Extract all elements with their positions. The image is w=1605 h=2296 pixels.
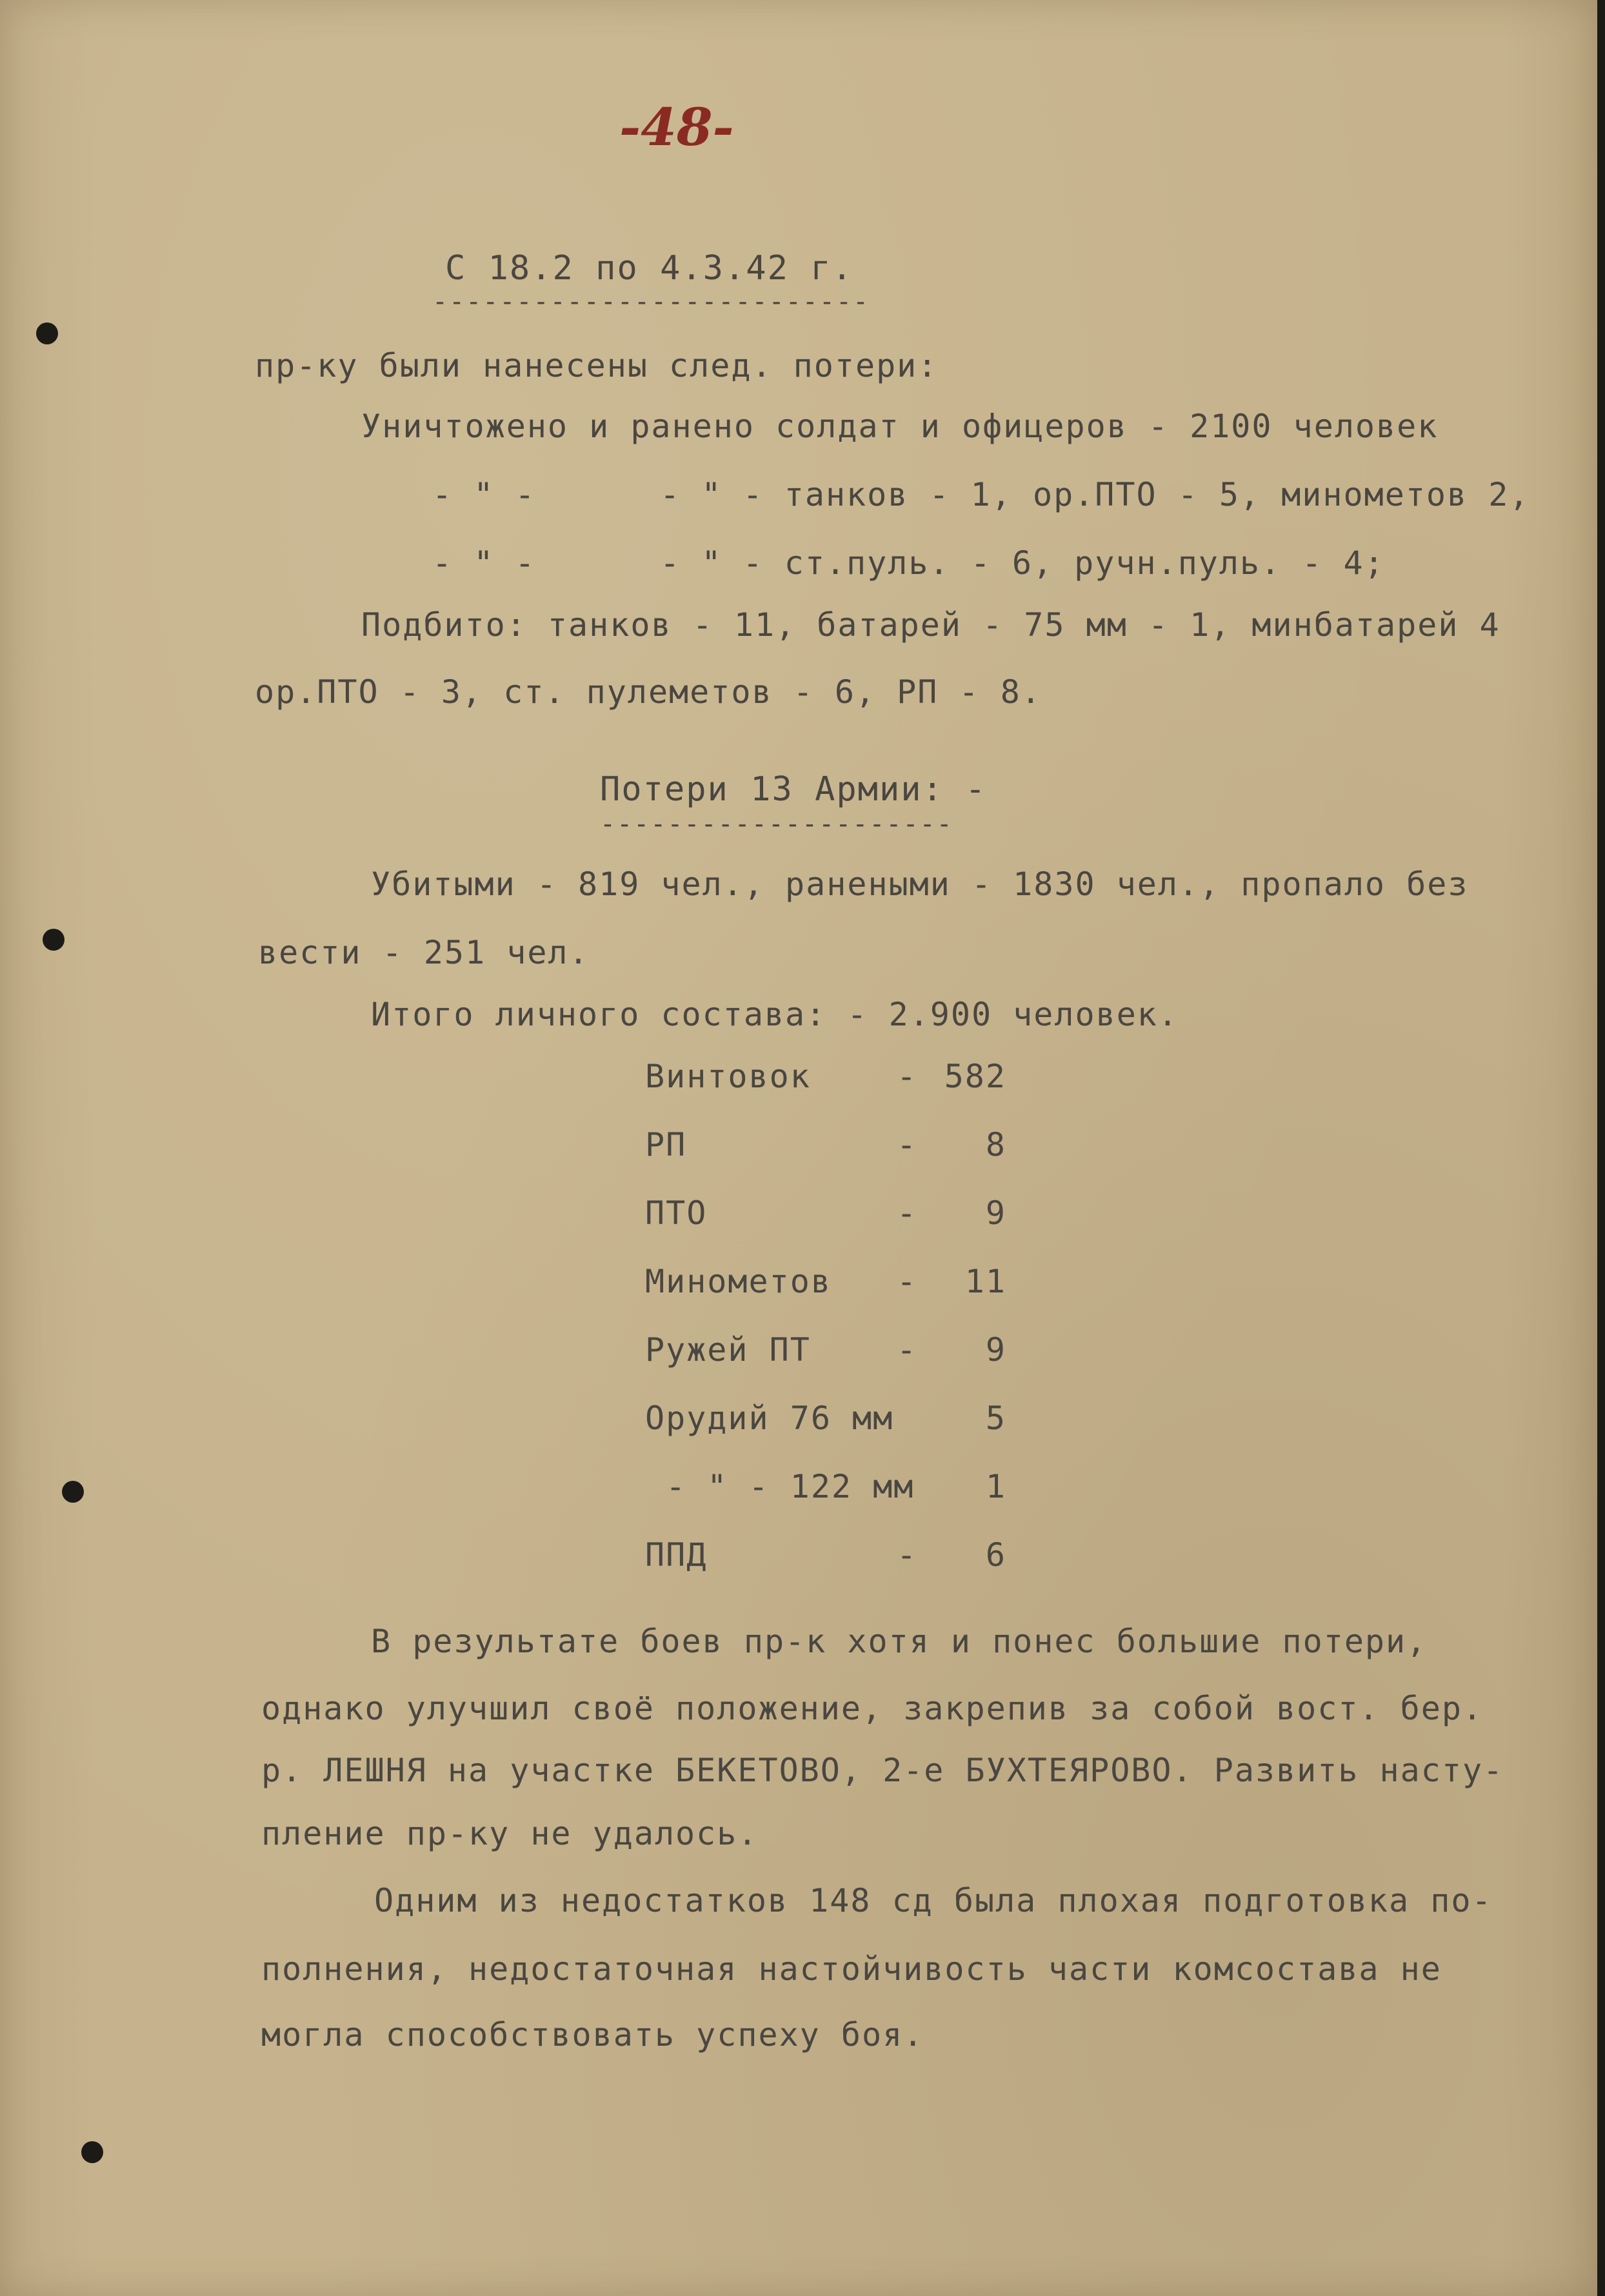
- conclusion-line: однако улучшил своё положение, закрепив за собой вост. бер.: [261, 1690, 1484, 1727]
- enemy-losses-intro: пр-ку были нанесены след. потери:: [255, 347, 939, 384]
- equipment-value: 8: [985, 1126, 1006, 1163]
- army-losses-line: Убитыми - 819 чел., ранеными - 1830 чел., пропало без: [371, 866, 1469, 903]
- conclusion-line: Одним из недостатков 148 сд была плохая подготовка по-: [374, 1882, 1493, 1919]
- army-losses-total: Итого личного состава: - 2.900 человек.: [371, 996, 1179, 1033]
- equipment-dash: -: [897, 1263, 918, 1300]
- equipment-value: 9: [985, 1194, 1006, 1232]
- page-number: -48-: [619, 97, 734, 157]
- equipment-dash: -: [897, 1126, 918, 1163]
- equipment-name: ППД: [645, 1536, 708, 1574]
- army-losses-line: вести - 251 чел.: [258, 934, 590, 971]
- conclusion-line: пление пр-ку не удалось.: [261, 1815, 759, 1852]
- punch-hole: [62, 1481, 84, 1503]
- enemy-losses-line: - " - - " - танков - 1, ор.ПТО - 5, минометов 2,: [432, 476, 1530, 513]
- army-heading-underline: ---------------------: [600, 809, 953, 839]
- punch-hole: [36, 322, 58, 344]
- punch-hole: [81, 2141, 103, 2163]
- equipment-name: Орудий 76 мм: [645, 1400, 894, 1437]
- heading-underline: --------------------------: [432, 287, 870, 317]
- punch-hole: [43, 929, 65, 951]
- equipment-dash: -: [897, 1194, 918, 1232]
- conclusion-line: могла способствовать успеху боя.: [261, 2016, 924, 2054]
- equipment-value: 11: [964, 1263, 1006, 1300]
- equipment-value: 582: [944, 1058, 1006, 1095]
- equipment-name: ПТО: [645, 1194, 708, 1232]
- equipment-dash: -: [897, 1058, 918, 1095]
- enemy-losses-line: Уничтожено и ранено солдат и офицеров - 2100 человек: [361, 408, 1439, 445]
- conclusion-line: полнения, недостаточная настойчивость части комсостава не: [261, 1950, 1442, 1988]
- enemy-losses-line: ор.ПТО - 3, ст. пулеметов - 6, РП - 8.: [255, 673, 1042, 711]
- conclusion-line: В результате боев пр-к хотя и понес большие потери,: [371, 1623, 1428, 1660]
- enemy-losses-line: - " - - " - ст.пуль. - 6, ручн.пуль. - 4;: [432, 544, 1385, 582]
- equipment-name: РП: [645, 1126, 687, 1163]
- equipment-value: 5: [985, 1400, 1006, 1437]
- army-losses-heading: Потери 13 Армии: -: [600, 770, 987, 809]
- equipment-dash: -: [897, 1331, 918, 1369]
- equipment-value: 9: [985, 1331, 1006, 1369]
- period-heading: С 18.2 по 4.3.42 г.: [445, 249, 853, 288]
- equipment-name: Винтовок: [645, 1058, 811, 1095]
- enemy-losses-line: Подбито: танков - 11, батарей - 75 мм - 1, минбатарей 4: [361, 606, 1500, 644]
- equipment-value: 1: [985, 1468, 1006, 1505]
- equipment-value: 6: [985, 1536, 1006, 1574]
- equipment-name: Ружей ПТ: [645, 1331, 811, 1369]
- equipment-dash: -: [897, 1536, 918, 1574]
- equipment-name: - " - 122 мм: [645, 1468, 915, 1505]
- equipment-name: Минометов: [645, 1263, 832, 1300]
- conclusion-line: р. ЛЕШНЯ на участке БЕКЕТОВО, 2-е БУХТЕЯРОВО. Развить насту-: [261, 1752, 1504, 1789]
